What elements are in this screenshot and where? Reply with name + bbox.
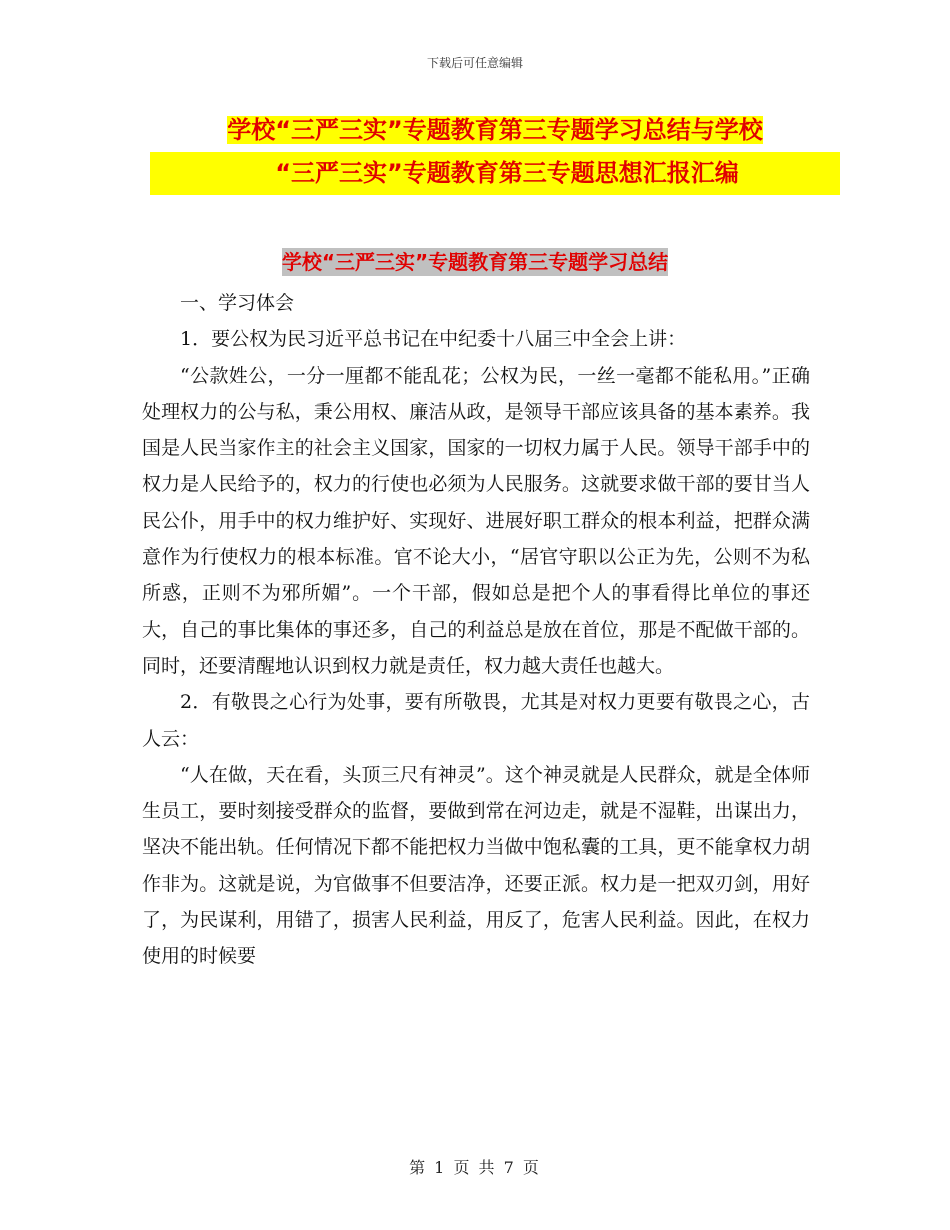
paragraph: “人在做，天在看，头顶三尺有神灵”。这个神灵就是人民群众，就是全体师生员工，要时刻接受群众的监督，要做到常在河边走，就是不湿鞋，出谋出力，坚决不能出轨。任何情况下都不能把权力当做中饱私囊的工具，更不能拿权力胡作非为。这就是说，为官做事不但要洁净，还要正派。权力是一把双刃剑，用好了，为民谋利，用错了，损害人民利益，用反了，危害人民利益。因此，在权力使用的时候要 — [142, 763, 810, 968]
paragraph-heading: 一、学习体会 — [180, 292, 295, 314]
page-footer: 第 1 页 共 7 页 — [409, 1158, 541, 1177]
document-title — [150, 109, 840, 195]
section-title — [0, 246, 950, 275]
header-note: 下载后可任意编辑 — [426, 56, 523, 70]
title-line-2-wrapper — [150, 152, 840, 195]
paragraph: “公款姓公，一分一厘都不能乱花；公权为民，一丝一毫都不能私用。”正确处理权力的公与私，秉公用权、廉洁从政，是领导干部应该具备的基本素养。我国是人民当家作主的社会主义国家，国家的一切权力属于人民。领导干部手中的权力是人民给予的，权力的行使也必须为人民服务。这就要求做干部的要甘当人民公仆，用手中的权力维护好、实现好、进展好职工群众的根本利益，把群众满意作为行使权力的根本标准。官不论大小，“居官守职以公正为先，公则不为私所惑，正则不为邪所媚”。一个干部，假如总是把个人的事看得比单位的事还大，自己的事比集体的事还多，自己的利益总是放在首位，那是不配做干部的。同时，还要清醒地认识到权力就是责任，权力越大责任也越大。 — [142, 364, 810, 677]
section-title-text: 学校“三严三实”专题教育第三专题学习总结 — [281, 250, 669, 274]
paragraph-point-2: 2．有敬畏之心行为处事，要有所敬畏，尤其是对权力更要有敬畏之心，古人云： — [142, 691, 810, 750]
title-line-1: 学校“三严三实”专题教育第三专题学习总结与学校 — [227, 116, 763, 144]
body-text — [142, 285, 810, 975]
title-line-2: “三严三实”专题教育第三专题思想汇报汇编 — [275, 159, 739, 187]
paragraph-point-1: 1．要公权为民习近平总书记在中纪委十八届三中全会上讲： — [180, 328, 687, 351]
